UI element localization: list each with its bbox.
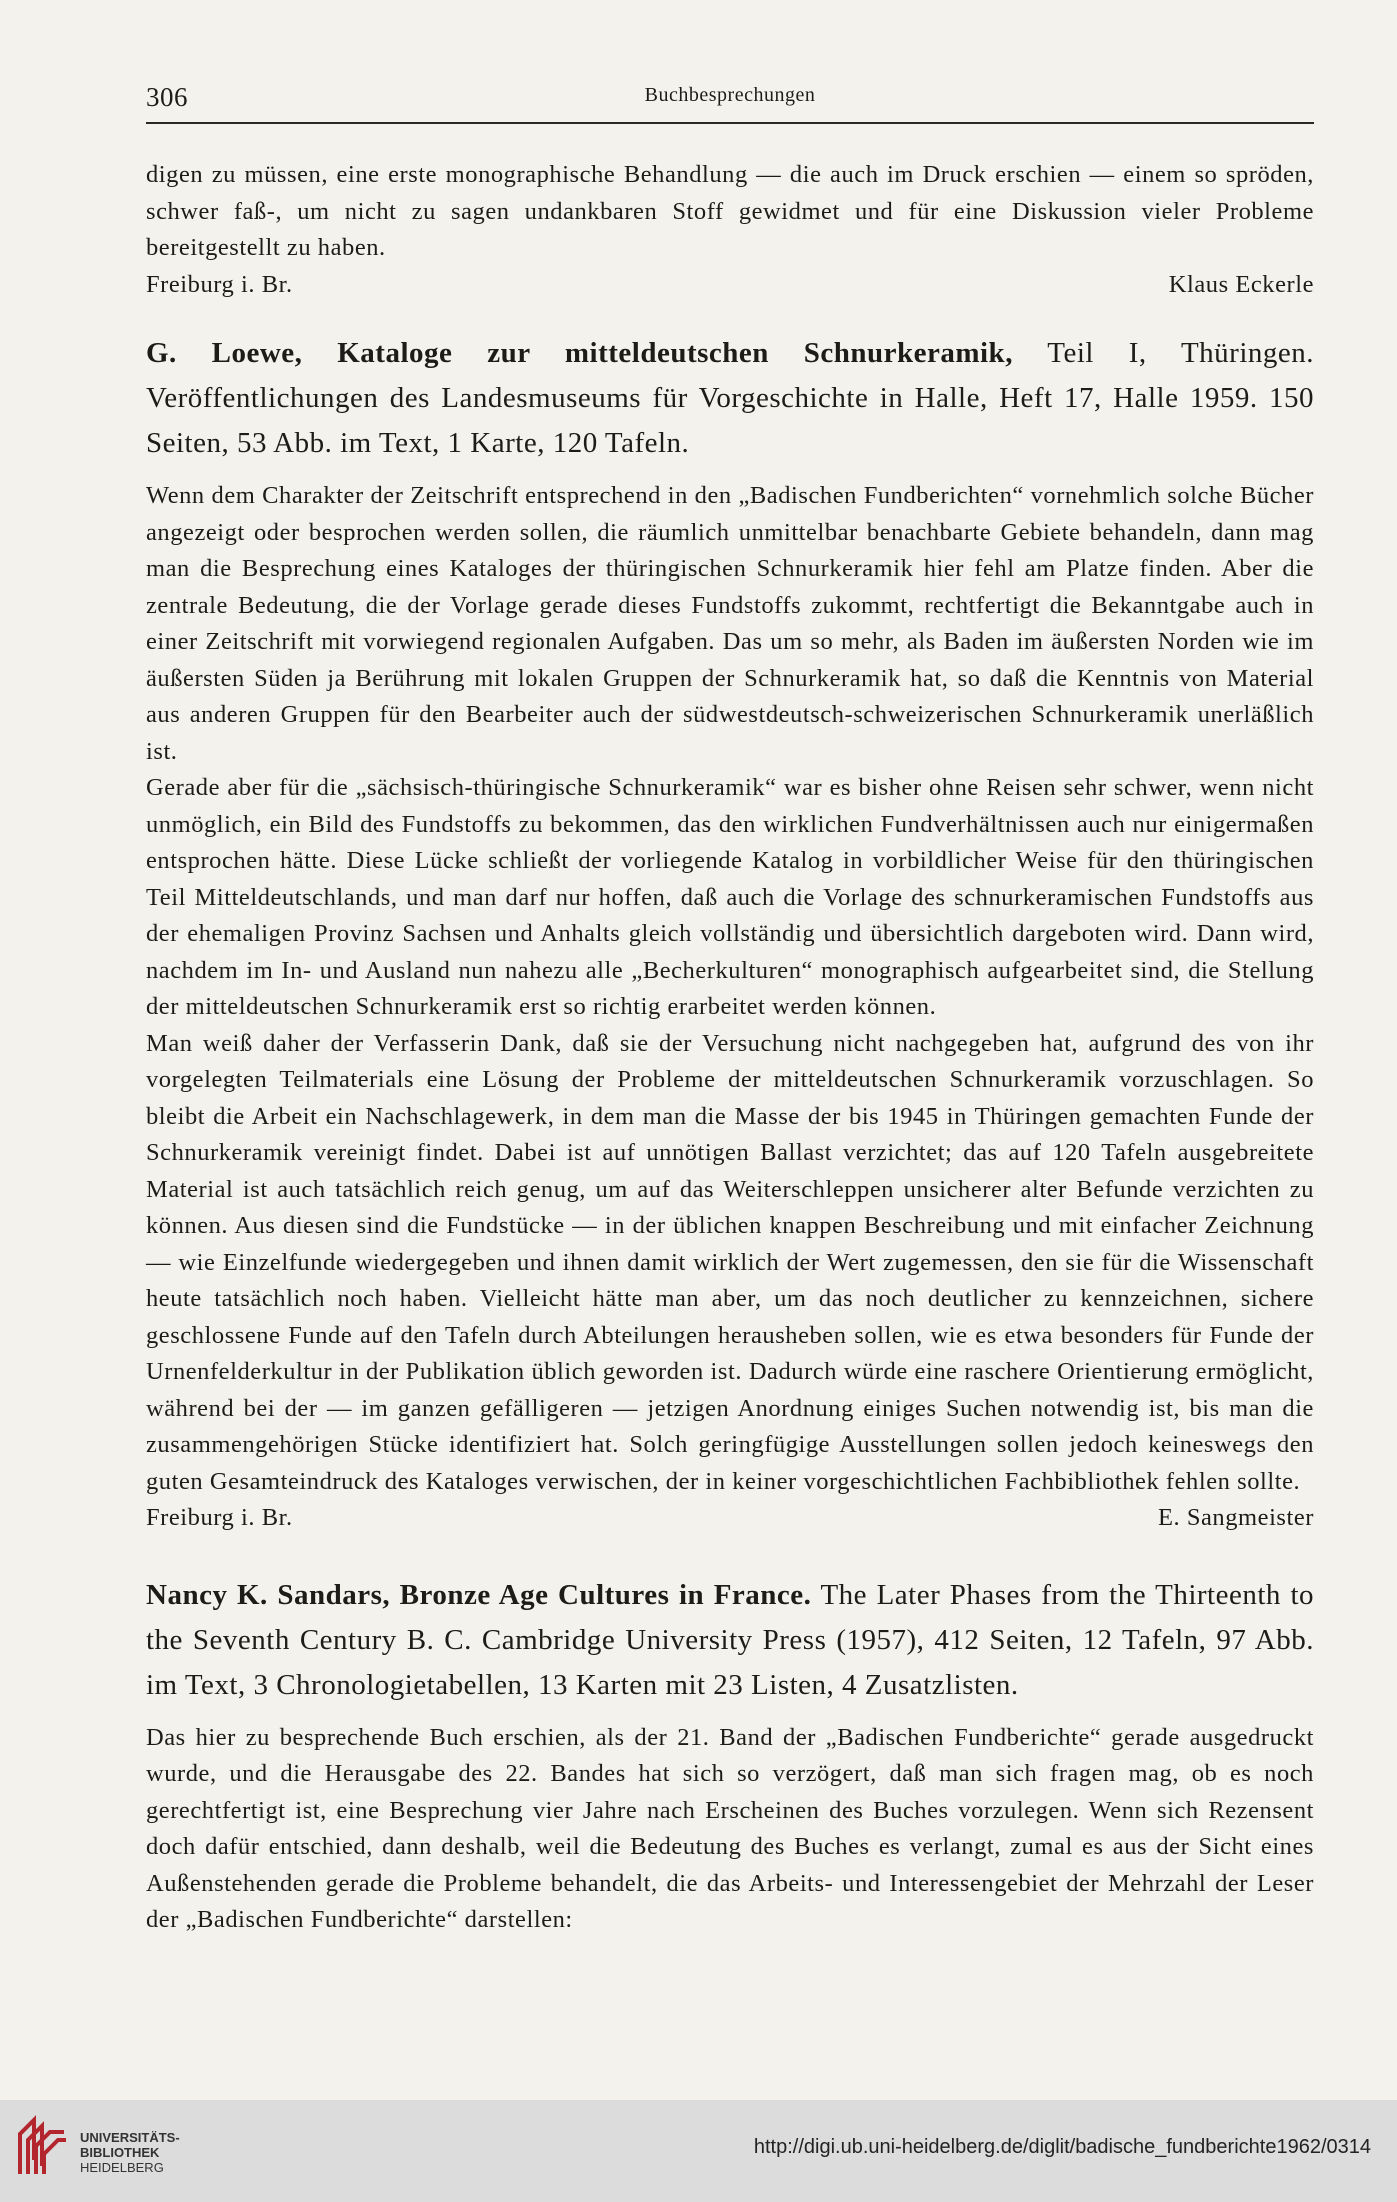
previous-review-ending — [146, 157, 1314, 303]
library-name — [80, 2130, 180, 2175]
ub-heidelberg-logo-icon — [14, 2110, 70, 2178]
review-loewe — [146, 331, 1314, 1537]
review-paragraph: Das hier zu besprechende Buch erschien, als der 21. Band der „Badischen Fundberichte“ gerade ausgedruckt wurde, und die Herausgabe des 22. Bandes hat sich so verzögert, daß man sich fragen mag, ob es noch gerechtfertigt ist, eine Besprechung vier Jahre nach Erscheinen des Buches vorzulegen. Wenn sich Rezensent doch dafür entschied, dann deshalb, weil die Bedeutung des Buches es verlangt, zumal es aus der Sicht eines Außenstehenden gerade die Probleme behandelt, die das Arbeits- und Interessengebiet der Mehrzahl der Leser der „Badischen Fundberichte“ darstellen: — [146, 1723, 1314, 1933]
review-title-author-work: G. Loewe, Kataloge zur mitteldeutschen Schnurkeramik, — [146, 337, 1013, 369]
page-header — [146, 82, 1314, 124]
library-name-line: BIBLIOTHEK — [80, 2145, 160, 2160]
library-name-line: HEIDELBERG — [80, 2160, 164, 2175]
review-sandars — [146, 1573, 1314, 1939]
review-paragraph: Man weiß daher der Verfasserin Dank, daß sie der Versuchung nicht nachgegeben hat, aufgrund des von ihr vorgelegten Teilmaterials eine Lösung der Probleme der mitteldeutschen Schnurkeramik vorzuschlagen. So bleibt die Arbeit ein Nachschlagewerk, in dem man die Masse der bis 1945 in Thüringen gemachten Funde der Schnurkeramik vereinigt findet. Dabei ist auf unnötigen Ballast verzichtet; das auf 120 Tafeln ausgebreitete Material ist auch tatsächlich reich genug, um auf das Weiterschleppen unsicherer alter Befunde verzichten zu können. Aus diesen sind die Fundstücke — in der üblichen knappen Beschreibung und mit einfacher Zeichnung — wie Einzelfunde wiedergegeben und ihnen damit wirklich der Wert zugemessen, den sie für die Wissenschaft heute tatsächlich noch haben. Vielleicht hätte man aber, um das noch deutlicher zu kennzeichnen, sichere geschlossene Funde auf den Tafeln durch Abteilungen herausheben sollen, wie es etwa besonders für Funde der Urnenfelderkultur in der Publikation üblich geworden ist. Dadurch würde eine raschere Orientierung ermöglicht, während bei der — im ganzen gefälligeren — jetzigen Anordnung einiges Suchen notwendig ist, bis man die zusammengehörigen Stücke identifiziert hat. Solch geringfügige Ausstellungen sollen jedoch keineswegs den guten Gesamteindruck des Kataloges verwischen, der in keiner vorgeschichtlichen Fachbibliothek fehlen sollte. — [146, 1029, 1314, 1495]
review-title-details: The Later Phases from the Thirteenth to the Seventh Century B. C. Cambridge University Press (1957), 412 Seiten, 12 Tafeln, 97 Abb. im Text, 3 Chronologietabellen, 13 Karten mit 23 Listen, 4 Zusatzlisten. — [146, 1578, 1314, 1701]
reviewer-name: Klaus Eckerle — [1168, 270, 1314, 298]
review-paragraph: Wenn dem Charakter der Zeitschrift entsprechend in den „Badischen Fundberichten“ vornehmlich solche Bücher angezeigt oder besprochen werden sollen, die räumlich unmittelbar benachbarte Gebiete behandeln, dann mag man die Besprechung eines Kataloges der thüringischen Schnurkeramik hier fehl am Platze finden. Aber die zentrale Bedeutung, die der Vorlage gerade dieses Fundstoffs zukommt, rechtfertigt die Bekanntgabe auch in einer Zeitschrift mit vorwiegend regionalen Aufgaben. Das um so mehr, als Baden im äußersten Norden wie im äußersten Süden ja Berührung mit lokalen Gruppen der Schnurkeramik hat, so daß die Kenntnis von Material aus anderen Gruppen für den Bearbeiter auch der südwestdeutsch-schweizerischen Schnurkeramik unerläßlich ist. — [146, 482, 1314, 765]
review-title — [146, 331, 1314, 466]
review-title-author-work: Nancy K. Sandars, Bronze Age Cultures in France. — [146, 1578, 812, 1611]
review-paragraph: Gerade aber für die „sächsisch-thüringische Schnurkeramik“ war es bisher ohne Reisen sehr schwer, wenn nicht unmöglich, ein Bild des Fundstoffs zu bekommen, das den wirklichen Fundverhältnissen auch nur einigermaßen entsprochen hätte. Diese Lücke schließt der vorliegende Katalog in vorbildlicher Weise für den thüringischen Teil Mitteldeutschlands, und man darf nur hoffen, daß auch die Vorlage des schnurkeramischen Fundstoffs aus der ehemaligen Provinz Sachsen und Anhalts gleich vollständig und übersichtlich dargeboten wird. Dann wird, nachdem im In- und Ausland nun nahezu alle „Becherkulturen“ monographisch aufgearbeitet sind, die Stellung der mitteldeutschen Schnurkeramik erst so richtig erarbeitet werden können. — [146, 774, 1314, 1020]
review-title-details: Teil I, Thüringen. Veröffentlichungen des Landesmuseums für Vorgeschichte in Halle, Heft 17, Halle 1959. 150 Seiten, 53 Abb. im Text, 1 Karte, 120 Tafeln. — [146, 337, 1315, 459]
digitization-footer — [0, 2100, 1397, 2202]
review-place: Freiburg i. Br. — [146, 1504, 293, 1531]
page-body — [146, 157, 1314, 1939]
review-title — [146, 1573, 1314, 1708]
continuation-paragraph: digen zu müssen, eine erste monographische Behandlung — die auch im Druck erschien — einem so spröden, schwer faß-, um nicht zu sagen undankbaren Stoff gewidmet und für eine Diskussion vieler Probleme bereitgestellt zu haben. — [146, 161, 1314, 261]
page-number: 306 — [146, 82, 188, 112]
signature-line — [146, 1500, 1314, 1537]
running-head: Buchbesprechungen — [644, 84, 816, 106]
review-place: Freiburg i. Br. — [146, 270, 293, 298]
signature-line — [146, 267, 1314, 304]
reviewer-name: E. Sangmeister — [1157, 1504, 1314, 1531]
source-url-link[interactable]: http://digi.ub.uni-heidelberg.de/diglit/badische_fundberichte1962/0314 — [753, 2136, 1371, 2158]
library-name-line: UNIVERSITÄTS- — [80, 2130, 180, 2145]
